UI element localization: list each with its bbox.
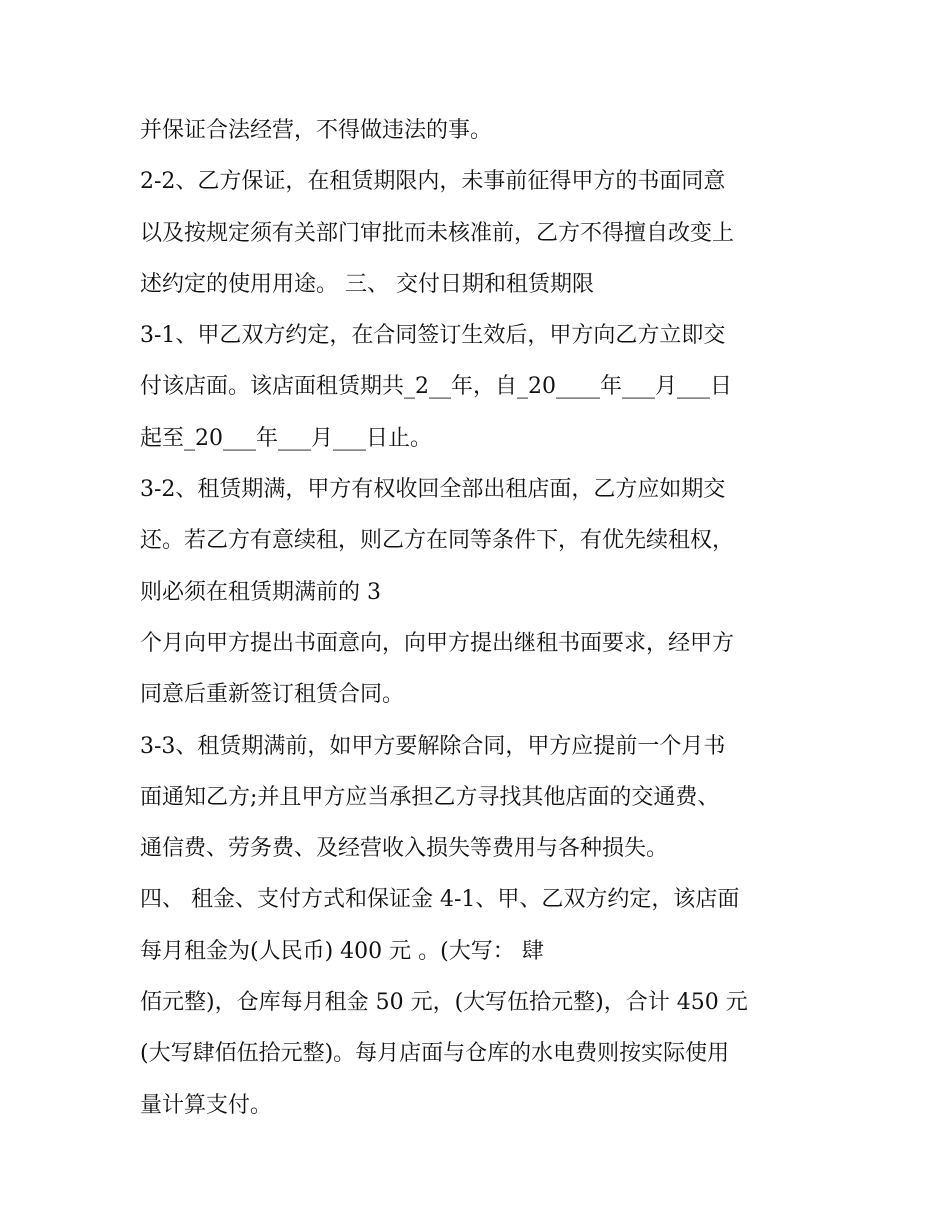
- text-line: 3-2、租赁期满，甲方有权收回全部出租店面，乙方应如期交: [140, 477, 726, 503]
- text-line: 每月租金为(人民币) 400 元 。(大写： 肆: [140, 938, 544, 964]
- text-line: 同意后重新签订租赁合同。: [140, 682, 405, 708]
- text-line: 付该店面。该店面租赁期共_2__年，自_20____年___月___日: [140, 374, 732, 400]
- text-line: 3-1、甲乙双方约定，在合同签订生效后，甲方向乙方立即交: [140, 323, 726, 349]
- text-line: 佰元整)，仓库每月租金 50 元，(大写伍拾元整)，合计 450 元: [140, 990, 748, 1016]
- contract-text: [140, 105, 830, 1131]
- text-line: 2-2、乙方保证，在租赁期限内，未事前征得甲方的书面同意: [140, 169, 726, 195]
- text-line: 面通知乙方;并且甲方应当承担乙方寻找其他店面的交通费、: [140, 784, 720, 810]
- text-line: 述约定的使用用途。 三、 交付日期和租赁期限: [140, 271, 594, 297]
- text-line: 3-3、租赁期满前，如甲方要解除合同，甲方应提前一个月书: [140, 733, 726, 759]
- text-line: 则必须在租赁期满前的 3: [140, 579, 381, 605]
- text-line: 个月向甲方提出书面意向，向甲方提出继租书面要求，经甲方: [140, 630, 735, 656]
- text-line: 还。若乙方有意续租，则乙方在同等条件下，有优先续租权，: [140, 528, 735, 554]
- text-line: 起至_20___年___月___日止。: [140, 425, 432, 451]
- text-line: 量计算支付。: [140, 1092, 273, 1118]
- text-line: 并保证合法经营，不得做违法的事。: [140, 118, 493, 143]
- text-line: 以及按规定须有关部门审批而未核准前，乙方不得擅自改变上: [140, 220, 735, 246]
- text-line: (大写肆佰伍拾元整)。每月店面与仓库的水电费则按实际使用: [140, 1041, 730, 1067]
- text-line: 通信费、劳务费、及经营收入损失等费用与各种损失。: [140, 836, 669, 862]
- text-line: 四、 租金、支付方式和保证金 4-1、甲、乙双方约定，该店面: [140, 887, 740, 913]
